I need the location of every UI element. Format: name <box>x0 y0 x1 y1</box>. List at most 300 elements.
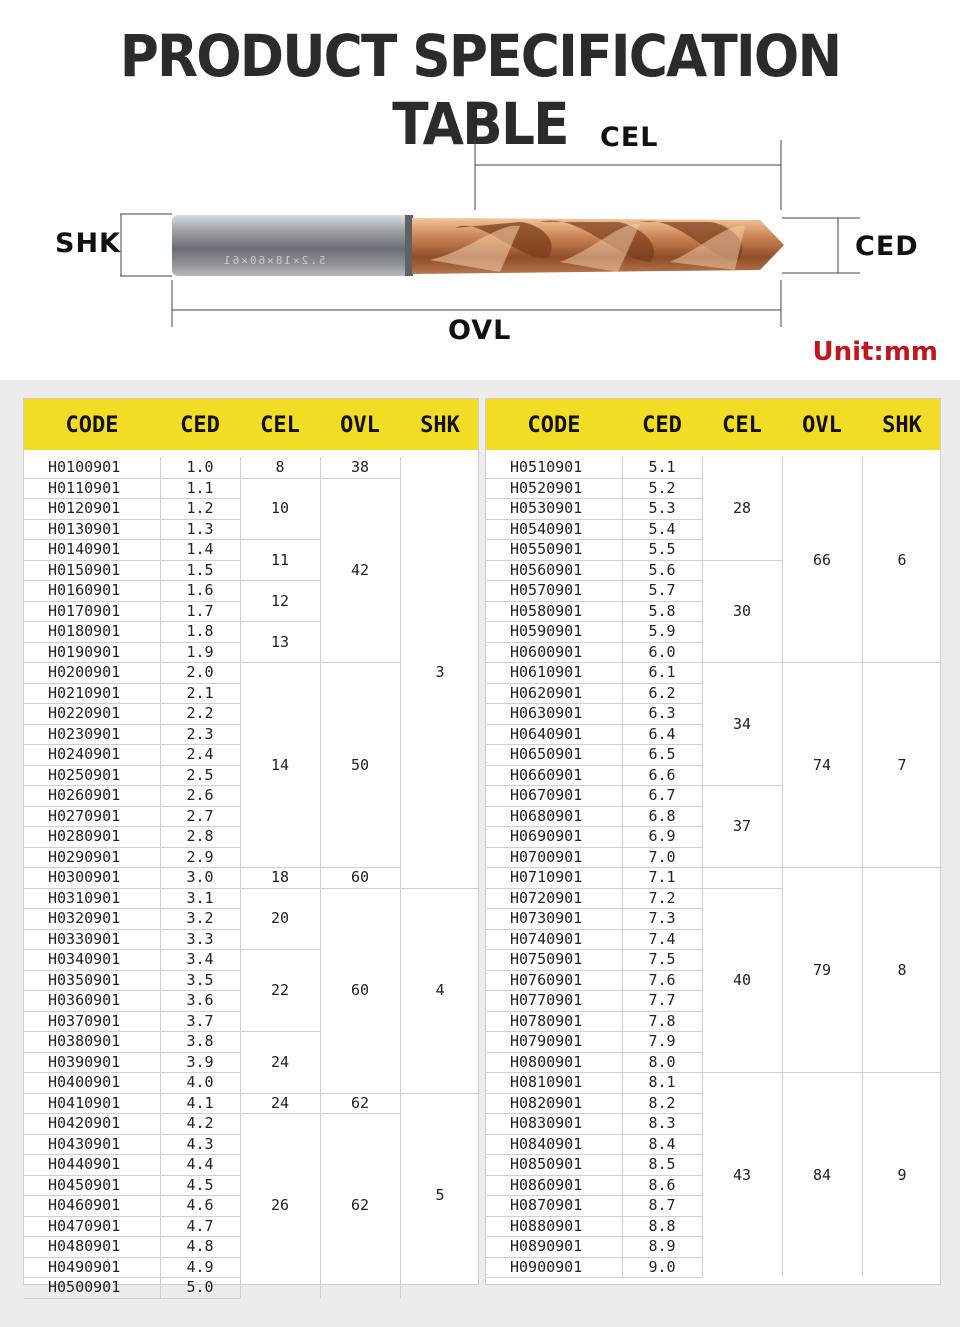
group-divider <box>240 621 320 622</box>
code-cell: H0630901 <box>510 704 583 723</box>
row-divider <box>486 970 702 971</box>
ced-cell: 5.1 <box>648 458 676 477</box>
cel-cell: 30 <box>732 601 752 620</box>
code-cell: H0870901 <box>510 1196 583 1215</box>
ced-cell: 2.3 <box>186 724 214 743</box>
ced-cell: 7.4 <box>648 929 676 948</box>
row-divider <box>486 1277 702 1278</box>
cel-cell: 14 <box>270 755 290 774</box>
code-cell: H0690901 <box>510 827 583 846</box>
code-cell: H0890901 <box>510 1237 583 1256</box>
row-divider <box>486 703 702 704</box>
code-cell: H0530901 <box>510 499 583 518</box>
code-cell: H0390901 <box>48 1052 121 1071</box>
ced-cell: 1.5 <box>186 560 214 579</box>
code-cell: H0150901 <box>48 560 121 579</box>
row-divider <box>24 888 240 889</box>
column-divider <box>320 457 321 1298</box>
row-divider <box>486 580 702 581</box>
code-cell: H0200901 <box>48 663 121 682</box>
code-cell: H0450901 <box>48 1175 121 1194</box>
column-divider <box>400 457 401 1298</box>
row-divider <box>486 1154 702 1155</box>
header-ced: CED <box>180 413 220 438</box>
ced-cell: 7.7 <box>648 991 676 1010</box>
ced-cell: 1.3 <box>186 519 214 538</box>
code-cell: H0420901 <box>48 1114 121 1133</box>
ced-cell: 6.4 <box>648 724 676 743</box>
code-cell: H0180901 <box>48 622 121 641</box>
ced-cell: 4.2 <box>186 1114 214 1133</box>
ced-cell: 5.7 <box>648 581 676 600</box>
code-cell: H0670901 <box>510 786 583 805</box>
group-divider <box>240 478 320 479</box>
row-divider <box>24 785 240 786</box>
ced-cell: 4.9 <box>186 1257 214 1276</box>
ovl-cell: 38 <box>350 458 370 477</box>
code-cell: H0730901 <box>510 909 583 928</box>
code-cell: H0120901 <box>48 499 121 518</box>
ced-cell: 9.0 <box>648 1257 676 1276</box>
header-ced: CED <box>642 413 682 438</box>
cel-cell: 24 <box>270 1052 290 1071</box>
code-cell: H0770901 <box>510 991 583 1010</box>
cel-cell: 34 <box>732 714 752 733</box>
row-divider <box>24 1175 240 1176</box>
ced-cell: 7.9 <box>648 1032 676 1051</box>
cel-cell: 26 <box>270 1196 290 1215</box>
row-divider <box>24 908 240 909</box>
code-cell: H0800901 <box>510 1052 583 1071</box>
ovl-cell: 62 <box>350 1196 370 1215</box>
header-shk: SHK <box>882 413 922 438</box>
ced-cell: 4.3 <box>186 1134 214 1153</box>
group-divider <box>862 867 942 868</box>
code-cell: H0820901 <box>510 1093 583 1112</box>
row-divider <box>24 703 240 704</box>
row-divider <box>24 601 240 602</box>
code-cell: H0140901 <box>48 540 121 559</box>
row-divider <box>486 867 702 868</box>
row-divider <box>486 929 702 930</box>
ced-cell: 2.4 <box>186 745 214 764</box>
ced-cell: 1.7 <box>186 601 214 620</box>
code-cell: H0610901 <box>510 663 583 682</box>
code-cell: H0650901 <box>510 745 583 764</box>
row-divider <box>24 498 240 499</box>
ced-cell: 2.8 <box>186 827 214 846</box>
row-divider <box>24 724 240 725</box>
row-divider <box>24 744 240 745</box>
code-cell: H0810901 <box>510 1073 583 1092</box>
code-cell: H0490901 <box>48 1257 121 1276</box>
row-divider <box>24 990 240 991</box>
code-cell: H0240901 <box>48 745 121 764</box>
shk-label: SHK <box>55 228 121 259</box>
ced-cell: 8.5 <box>648 1155 676 1174</box>
group-divider <box>240 1031 320 1032</box>
ced-cell: 5.8 <box>648 601 676 620</box>
column-divider <box>622 457 623 1277</box>
group-divider <box>702 888 782 889</box>
row-divider <box>486 1195 702 1196</box>
group-divider <box>320 478 400 479</box>
code-cell: H0210901 <box>48 683 121 702</box>
ced-cell: 2.7 <box>186 806 214 825</box>
ced-cell: 6.5 <box>648 745 676 764</box>
row-divider <box>24 1031 240 1032</box>
code-cell: H0340901 <box>48 950 121 969</box>
ced-cell: 6.2 <box>648 683 676 702</box>
code-cell: H0680901 <box>510 806 583 825</box>
code-cell: H0190901 <box>48 642 121 661</box>
ced-cell: 7.3 <box>648 909 676 928</box>
row-divider <box>24 949 240 950</box>
ced-cell: 3.7 <box>186 1011 214 1030</box>
row-divider <box>24 1154 240 1155</box>
header-cel: CEL <box>722 413 762 438</box>
row-divider <box>486 539 702 540</box>
code-cell: H0520901 <box>510 478 583 497</box>
code-cell: H0570901 <box>510 581 583 600</box>
ced-cell: 3.0 <box>186 868 214 887</box>
header-cel: CEL <box>260 413 300 438</box>
code-cell: H0880901 <box>510 1216 583 1235</box>
row-divider <box>486 1011 702 1012</box>
ced-cell: 8.7 <box>648 1196 676 1215</box>
row-divider <box>486 1134 702 1135</box>
ced-label: CED <box>855 231 919 262</box>
group-divider <box>320 867 400 868</box>
row-divider <box>24 867 240 868</box>
code-cell: H0100901 <box>48 458 121 477</box>
code-cell: H0590901 <box>510 622 583 641</box>
ced-cell: 2.9 <box>186 847 214 866</box>
ced-cell: 6.7 <box>648 786 676 805</box>
row-divider <box>486 560 702 561</box>
group-divider <box>702 560 782 561</box>
ovl-cell: 66 <box>812 550 832 569</box>
code-cell: H0480901 <box>48 1237 121 1256</box>
header-shk: SHK <box>420 413 460 438</box>
ced-cell: 6.0 <box>648 642 676 661</box>
group-divider <box>240 1113 320 1114</box>
cel-cell <box>702 867 782 888</box>
table-header <box>24 399 478 450</box>
code-cell: H0850901 <box>510 1155 583 1174</box>
row-divider <box>486 990 702 991</box>
ced-cell: 3.4 <box>186 950 214 969</box>
header-ovl: OVL <box>802 413 842 438</box>
code-cell: H0700901 <box>510 847 583 866</box>
code-cell: H0400901 <box>48 1073 121 1092</box>
row-divider <box>24 662 240 663</box>
ced-cell: 3.1 <box>186 888 214 907</box>
ovl-cell: 74 <box>812 755 832 774</box>
row-divider <box>24 1298 240 1299</box>
cel-cell: 24 <box>270 1093 290 1112</box>
row-divider <box>24 929 240 930</box>
ovl-cell: 42 <box>350 560 370 579</box>
ced-cell: 5.4 <box>648 519 676 538</box>
code-cell: H0460901 <box>48 1196 121 1215</box>
shk-cell: 7 <box>897 755 907 774</box>
drill-diagram <box>0 0 960 380</box>
group-divider <box>862 662 942 663</box>
code-cell: H0310901 <box>48 888 121 907</box>
ovl-cell: 60 <box>350 981 370 999</box>
row-divider <box>486 826 702 827</box>
ced-cell: 2.6 <box>186 786 214 805</box>
ced-cell: 6.9 <box>648 827 676 846</box>
row-divider <box>486 765 702 766</box>
code-cell: H0540901 <box>510 519 583 538</box>
ovl-cell: 62 <box>350 1093 370 1112</box>
code-cell: H0840901 <box>510 1134 583 1153</box>
column-divider <box>160 457 161 1298</box>
cel-cell: 28 <box>732 499 752 518</box>
code-cell: H0330901 <box>48 929 121 948</box>
ced-cell: 1.0 <box>186 458 214 477</box>
row-divider <box>486 724 702 725</box>
ced-cell: 3.3 <box>186 929 214 948</box>
code-cell: H0230901 <box>48 724 121 743</box>
ced-cell: 2.0 <box>186 663 214 682</box>
code-cell: H0260901 <box>48 786 121 805</box>
ced-cell: 1.6 <box>186 581 214 600</box>
ced-cell: 7.0 <box>648 847 676 866</box>
row-divider <box>24 806 240 807</box>
group-divider <box>320 888 400 889</box>
code-cell: H0790901 <box>510 1032 583 1051</box>
ced-cell: 5.3 <box>648 499 676 518</box>
row-divider <box>486 1093 702 1094</box>
header-code: CODE <box>527 413 581 438</box>
code-cell: H0320901 <box>48 909 121 928</box>
code-cell: H0250901 <box>48 765 121 784</box>
ced-cell: 8.0 <box>648 1052 676 1071</box>
ovl-cell: 60 <box>350 868 370 887</box>
row-divider <box>24 1072 240 1073</box>
code-cell: H0780901 <box>510 1011 583 1030</box>
row-divider <box>24 1257 240 1258</box>
code-cell: H0110901 <box>48 478 121 497</box>
shk-cell: 8 <box>897 960 907 979</box>
group-divider <box>782 662 862 663</box>
row-divider <box>24 539 240 540</box>
ced-cell: 7.1 <box>648 868 676 887</box>
shank-marking: 5.2×18×60×61 <box>222 254 326 267</box>
ced-cell: 6.6 <box>648 765 676 784</box>
code-cell: H0900901 <box>510 1257 583 1276</box>
cel-cell: 43 <box>732 1165 752 1184</box>
row-divider <box>486 662 702 663</box>
code-cell: H0830901 <box>510 1114 583 1133</box>
code-cell: H0760901 <box>510 970 583 989</box>
table-header <box>486 399 940 450</box>
group-divider <box>400 1093 480 1094</box>
ced-cell: 3.6 <box>186 991 214 1010</box>
row-divider <box>486 498 702 499</box>
code-cell: H0600901 <box>510 642 583 661</box>
group-divider <box>862 1072 942 1073</box>
ced-cell: 6.3 <box>648 704 676 723</box>
shk-cell: 6 <box>897 550 907 569</box>
ced-cell: 8.6 <box>648 1175 676 1194</box>
code-cell: H0710901 <box>510 868 583 887</box>
group-divider <box>400 888 480 889</box>
row-divider <box>486 888 702 889</box>
row-divider <box>486 1236 702 1237</box>
row-divider <box>486 785 702 786</box>
ced-cell: 4.4 <box>186 1155 214 1174</box>
code-cell: H0440901 <box>48 1155 121 1174</box>
cel-label: CEL <box>600 122 659 153</box>
group-divider <box>240 580 320 581</box>
page-title: PRODUCT SPECIFICATION TABLE <box>119 22 841 158</box>
row-divider <box>24 621 240 622</box>
ced-cell: 1.2 <box>186 499 214 518</box>
group-divider <box>782 1072 862 1073</box>
spec-table-right <box>485 398 941 1285</box>
group-divider <box>240 949 320 950</box>
cel-cell: 11 <box>270 550 290 569</box>
row-divider <box>24 560 240 561</box>
row-divider <box>24 1093 240 1094</box>
row-divider <box>486 847 702 848</box>
ovl-cell: 79 <box>812 960 832 979</box>
shk-cell: 4 <box>435 981 445 999</box>
ced-cell: 7.5 <box>648 950 676 969</box>
code-cell: H0510901 <box>510 458 583 477</box>
code-cell: H0290901 <box>48 847 121 866</box>
row-divider <box>486 601 702 602</box>
ced-cell: 6.1 <box>648 663 676 682</box>
group-divider <box>240 888 320 889</box>
shk-cell: 3 <box>435 663 445 682</box>
ovl-cell: 50 <box>350 755 370 774</box>
group-divider <box>320 1093 400 1094</box>
row-divider <box>24 1134 240 1135</box>
header-code: CODE <box>65 413 119 438</box>
group-divider <box>240 867 320 868</box>
code-cell: H0270901 <box>48 806 121 825</box>
cel-cell: 13 <box>270 632 290 651</box>
code-cell: H0470901 <box>48 1216 121 1235</box>
row-divider <box>486 806 702 807</box>
row-divider <box>24 1195 240 1196</box>
code-cell: H0350901 <box>48 970 121 989</box>
code-cell: H0170901 <box>48 601 121 620</box>
group-divider <box>702 785 782 786</box>
code-cell: H0640901 <box>510 724 583 743</box>
ced-cell: 5.0 <box>186 1278 214 1297</box>
row-divider <box>24 1216 240 1217</box>
cel-cell: 37 <box>732 817 752 835</box>
row-divider <box>486 1031 702 1032</box>
row-divider <box>486 949 702 950</box>
row-divider <box>24 847 240 848</box>
code-cell: H0550901 <box>510 540 583 559</box>
row-divider <box>24 765 240 766</box>
ced-cell: 8.9 <box>648 1237 676 1256</box>
ced-cell: 4.0 <box>186 1073 214 1092</box>
code-cell: H0560901 <box>510 560 583 579</box>
ced-cell: 5.9 <box>648 622 676 641</box>
ovl-label: OVL <box>448 315 512 346</box>
code-cell: H0430901 <box>48 1134 121 1153</box>
cel-cell: 22 <box>270 981 290 999</box>
ced-cell: 2.1 <box>186 683 214 702</box>
group-divider <box>702 1072 782 1073</box>
ced-cell: 1.9 <box>186 642 214 661</box>
row-divider <box>486 642 702 643</box>
code-cell: H0500901 <box>48 1278 121 1297</box>
ced-cell: 4.7 <box>186 1216 214 1235</box>
row-divider <box>486 1257 702 1258</box>
code-cell: H0620901 <box>510 683 583 702</box>
row-divider <box>24 683 240 684</box>
ovl-cell: 84 <box>812 1165 832 1184</box>
row-divider <box>24 1011 240 1012</box>
row-divider <box>486 908 702 909</box>
row-divider <box>24 580 240 581</box>
row-divider <box>486 1072 702 1073</box>
ced-cell: 1.1 <box>186 478 214 497</box>
ced-cell: 5.2 <box>648 478 676 497</box>
column-divider <box>240 457 241 1298</box>
code-cell: H0580901 <box>510 601 583 620</box>
code-cell: H0130901 <box>48 519 121 538</box>
code-cell: H0860901 <box>510 1175 583 1194</box>
code-cell: H0160901 <box>48 581 121 600</box>
row-divider <box>486 1113 702 1114</box>
row-divider <box>486 1216 702 1217</box>
group-divider <box>240 539 320 540</box>
group-divider <box>240 1093 320 1094</box>
shk-cell: 5 <box>435 1186 445 1204</box>
row-divider <box>24 519 240 520</box>
group-divider <box>702 867 782 868</box>
row-divider <box>24 478 240 479</box>
code-cell: H0660901 <box>510 765 583 784</box>
row-divider <box>24 1052 240 1053</box>
ced-cell: 7.2 <box>648 888 676 907</box>
row-divider <box>486 1175 702 1176</box>
cel-cell: 8 <box>275 458 285 477</box>
row-divider <box>24 1236 240 1237</box>
group-divider <box>702 662 782 663</box>
ced-cell: 2.5 <box>186 765 214 784</box>
ced-cell: 5.6 <box>648 560 676 579</box>
row-divider <box>486 621 702 622</box>
column-divider <box>702 457 703 1277</box>
ced-cell: 8.8 <box>648 1216 676 1235</box>
ced-cell: 3.2 <box>186 909 214 928</box>
header-ovl: OVL <box>340 413 380 438</box>
code-cell: H0300901 <box>48 868 121 887</box>
ced-cell: 7.6 <box>648 970 676 989</box>
code-cell: H0720901 <box>510 888 583 907</box>
ced-cell: 3.5 <box>186 970 214 989</box>
row-divider <box>24 642 240 643</box>
code-cell: H0370901 <box>48 1011 121 1030</box>
spec-table-left <box>23 398 479 1297</box>
cel-cell: 18 <box>270 868 290 887</box>
ced-cell: 1.4 <box>186 540 214 559</box>
cel-cell: 20 <box>270 909 290 928</box>
row-divider <box>24 826 240 827</box>
